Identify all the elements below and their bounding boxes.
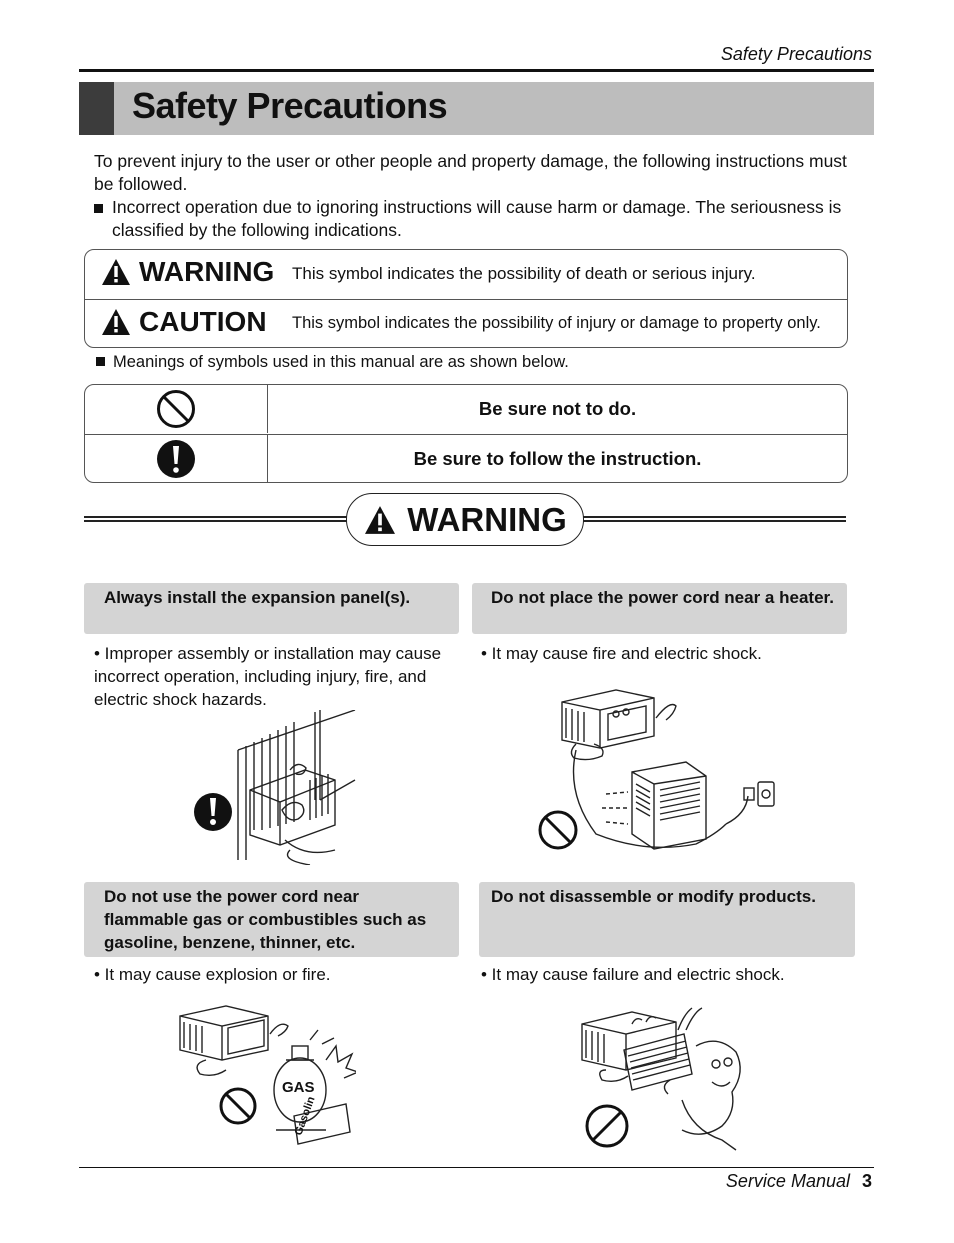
signal-row-caution	[85, 299, 847, 348]
mandatory-icon	[156, 439, 196, 479]
card-note-heater: • It may cause fire and electric shock.	[481, 644, 762, 663]
meanings-note	[96, 353, 569, 372]
prohibition-cell	[85, 385, 268, 433]
disassemble-illustration	[566, 1000, 756, 1155]
symbols-table	[84, 384, 848, 483]
footer	[726, 1171, 872, 1192]
header-rule	[79, 69, 874, 72]
mandatory-cell	[85, 435, 268, 483]
caution-triangle-icon	[101, 308, 131, 336]
warning-banner-text: WARNING	[407, 500, 567, 538]
warning-description: This symbol indicates the possibility of death or serious injury.	[292, 264, 756, 283]
meanings-note-text: Meanings of symbols used in this manual are as shown below.	[113, 353, 569, 371]
caution-description: This symbol indicates the possibility of injury or damage to property only.	[292, 314, 821, 332]
installation-illustration	[190, 710, 365, 865]
gas-label: GAS	[282, 1079, 315, 1096]
running-header: Safety Precautions	[720, 44, 872, 64]
warning-triangle-icon	[101, 258, 131, 286]
signal-words-table	[84, 249, 848, 348]
footer-rule	[79, 1167, 874, 1168]
prohibition-icon	[156, 389, 196, 429]
card-heading-flammable: Do not use the power cord near flammable gas or combustibles such as gasoline, benzene, thinner, etc.	[84, 882, 459, 957]
warning-label	[101, 256, 274, 288]
square-bullet-icon	[96, 357, 105, 366]
caution-word: CAUTION	[139, 306, 267, 337]
prohibition-text: Be sure not to do.	[478, 398, 637, 419]
banner-rule-right	[581, 516, 846, 522]
banner-rule-left	[84, 516, 348, 522]
signal-row-warning	[85, 250, 847, 298]
warning-banner	[346, 493, 584, 546]
card-note-disassemble: • It may cause failure and electric shock.	[481, 965, 785, 984]
warning-word: WARNING	[139, 256, 275, 287]
symbol-row-mandatory	[85, 434, 847, 483]
heater-cord-illustration	[536, 684, 781, 859]
card-heading-disassemble: Do not disassemble or modify products.	[479, 882, 855, 957]
card-note-installation: • Improper assembly or installation may cause incorrect operation, including injury, fire, and electric shock hazards.	[94, 644, 442, 709]
page-number: 3	[861, 1171, 872, 1191]
page-title: Safety Precautions	[132, 85, 448, 126]
card-heading-installation: Always install the expansion panel(s).	[84, 583, 459, 634]
gas-illustration	[176, 1004, 356, 1152]
intro-text	[94, 150, 864, 242]
square-bullet-icon	[94, 204, 103, 213]
intro-line-1: To prevent injury to the user or other people and property damage, the following instructions must be followed.	[94, 151, 847, 194]
mandatory-text: Be sure to follow the instruction.	[413, 448, 702, 469]
card-note-flammable: • It may cause explosion or fire.	[94, 965, 331, 984]
intro-line-2: Incorrect operation due to ignoring instructions will cause harm or damage. The seriousness is classified by the following indications.	[112, 197, 842, 240]
footer-label: Service Manual	[725, 1171, 850, 1191]
gasoline-label: Gasolin	[292, 1095, 318, 1138]
warning-triangle-icon	[363, 505, 397, 535]
title-accent-block	[79, 82, 114, 135]
caution-label	[101, 306, 267, 338]
symbol-row-prohibition	[85, 385, 847, 433]
card-heading-heater: Do not place the power cord near a heater.	[472, 583, 847, 634]
